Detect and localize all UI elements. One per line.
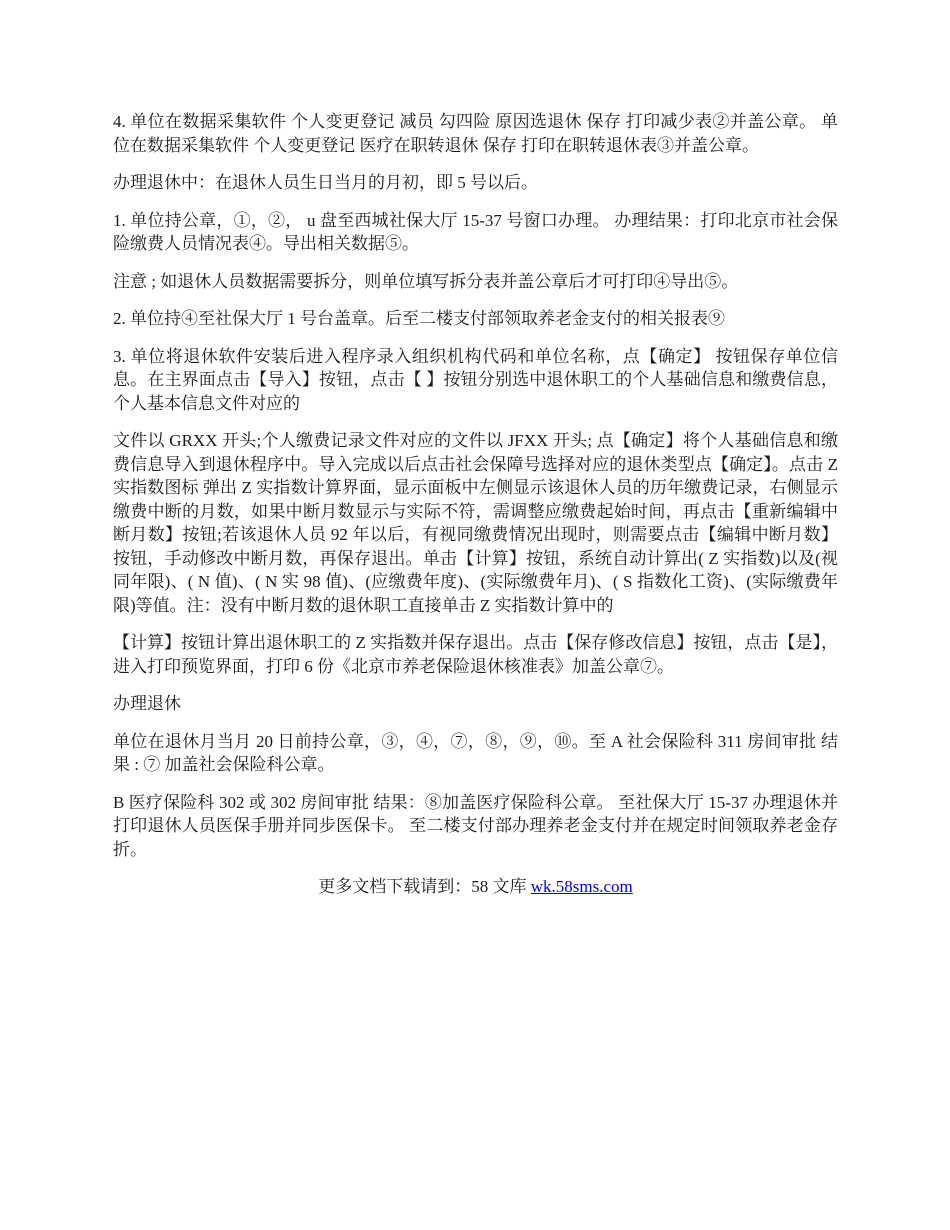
paragraph-step3: 3. 单位将退休软件安装后进入程序录入组织机构代码和单位名称，点【确定】 按钮保存单位信息。在主界面点击【导入】按钮，点击【 】按钮分别选中退休职工的个人基础信息和缴费信息， 个人基本信息文件对应的	[113, 346, 838, 413]
section-heading-retire: 办理退休	[113, 694, 181, 713]
paragraph-note: 注意 ; 如退休人员数据需要拆分，则单位填写拆分表并盖公章后才可打印④导出⑤。	[113, 271, 739, 291]
footer-link[interactable]: wk.58sms.com	[530, 877, 633, 896]
paragraph-step1: 1. 单位持公章，①，②， u 盘至西城社保大厅 15-37 号窗口办理。 办理结果：打印北京市社会保险缴费人员情况表④。导出相关数据⑤。	[113, 210, 838, 253]
paragraph-approval-a: 单位在退休月当月 20 日前持公章，③，④，⑦，⑧，⑨，⑩。至 A 社会保险科 311 房间审批 结果 : ⑦ 加盖社会保险科公章。	[113, 731, 838, 774]
footer	[113, 875, 838, 899]
paragraph-retire-timing: 办理退休中：在退休人员生日当月的月初，即 5 号以后。	[113, 173, 538, 192]
footer-prefix: 更多文档下载请到：58 文库	[318, 877, 531, 896]
paragraph-retire-step4: 4. 单位在数据采集软件 个人变更登记 减员 勾四险 原因选退休 保存 打印减少表②并盖公章。 单位在数据采集软件 个人变更登记 医疗在职转退休 保存 打印在职转退休表③并盖公章。	[113, 112, 838, 155]
paragraph-file-import: 文件以 GRXX 开头;个人缴费记录文件对应的文件以 JFXX 开头; 点【确定】将个人基础信息和缴费信息导入到退休程序中。导入完成以后点击社会保障号选择对应的退休类型点【确定】。点击 Z 实指数图标 弹出 Z 实指数计算界面，显示面板中左侧显示该退休人员的历年缴费记录，右侧显示缴费中断的月数，如果中断月数显示与实际不符，需调整应缴费起始时间，再点击【重新编辑中断月数】按钮;若该退休人员 92 年以后，有视同缴费情况出现时，则需要点击【编辑中断月数】按钮，手动修改中断月数，再保存退出。单击【计算】按钮，系统自动计算出( Z 实指数)以及(视同年限)、( N 值)、( N 实 98 值)、(应缴费年度)、(实际缴费年月)、( S 指数化工资)、(实际缴费年限)等值。注：没有中断月数的退休职工直接单击 Z 实指数计算中的	[113, 431, 838, 615]
document-body	[113, 110, 838, 899]
paragraph-approval-b: B 医疗保险科 302 或 302 房间审批 结果：⑧加盖医疗保险科公章。 至社保大厅 15-37 办理退休并打印退休人员医保手册并同步医保卡。 至二楼支付部办理养老金支付并在规定时间领取养老金存折。	[113, 792, 838, 859]
paragraph-step2: 2. 单位持④至社保大厅 1 号台盖章。后至二楼支付部领取养老金支付的相关报表⑨	[113, 309, 725, 328]
paragraph-calculate: 【计算】按钮计算出退休职工的 Z 实指数并保存退出。点击【保存修改信息】按钮，点击【是】，进入打印预览界面，打印 6 份《北京市养老保险退休核准表》加盖公章⑦。	[113, 633, 838, 676]
